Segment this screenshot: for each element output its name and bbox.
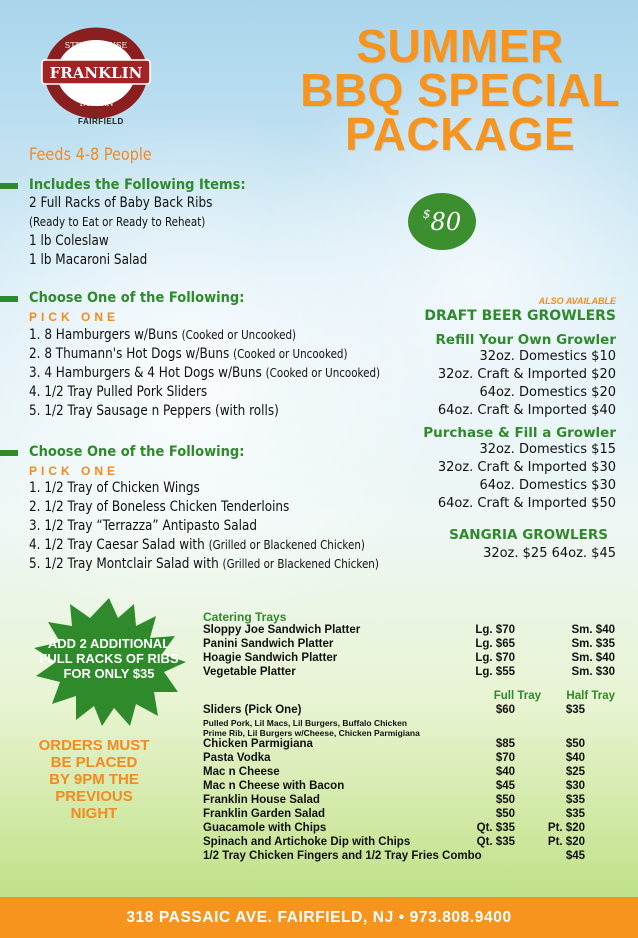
title-line-1: SUMMER xyxy=(356,20,564,72)
includes-heading: Includes the Following Items: xyxy=(29,177,246,193)
section-bullet xyxy=(0,450,18,456)
table-row: Franklin House Salad $50 $35 xyxy=(203,794,585,806)
footer-address: 318 PASSAIC AVE. FAIRFIELD, NJ • 973.808.9400 xyxy=(0,897,638,938)
logo-top-text: STEAK HOUSE xyxy=(64,41,128,50)
list-item: 3. 4 Hamburgers & 4 Hot Dogs w/Buns (Cooked or Uncooked) xyxy=(29,365,381,381)
pick-one-label: PICK ONE xyxy=(29,464,120,478)
title-line-2: BBQ SPECIAL xyxy=(300,64,620,116)
includes-section xyxy=(29,177,270,270)
logo-name: FRANKLIN xyxy=(49,64,143,82)
full-tray-header: Full Tray xyxy=(493,690,541,702)
catering-heading: Catering Trays xyxy=(203,610,287,624)
burst-line: FULL RACKS OF RIBS xyxy=(39,651,179,666)
table-row: Franklin Garden Salad $50 $35 xyxy=(203,808,585,820)
half-tray-header: Half Tray xyxy=(566,690,615,702)
choice-heading: Choose One of the Following: xyxy=(29,290,245,306)
list-item: 5. 1/2 Tray Sausage n Peppers (with rolls) xyxy=(29,403,279,419)
list-item: 2 Full Racks of Baby Back Ribs xyxy=(29,195,213,211)
list-item: 4. 1/2 Tray Pulled Pork Sliders xyxy=(29,384,208,400)
pick-one-label: PICK ONE xyxy=(29,310,120,324)
table-row: Pasta Vodka $70 $40 xyxy=(203,752,585,764)
orders-notice xyxy=(34,737,154,822)
table-row: Vegetable Platter Lg. $55 Sm. $30 xyxy=(203,666,615,678)
list-item: 3. 1/2 Tray “Terrazza” Antipasto Salad xyxy=(29,518,258,534)
list-item: 5. 1/2 Tray Montclair Salad with (Grilled or Blackened Chicken) xyxy=(29,556,379,572)
column-headers xyxy=(203,690,623,704)
list-item: 4. 1/2 Tray Caesar Salad with (Grilled or Blackened Chicken) xyxy=(29,537,365,553)
price-line: 32oz. Domestics $10 xyxy=(479,349,616,364)
sangria-heading: SANGRIA GROWLERS xyxy=(449,527,608,543)
catering-menu xyxy=(203,610,623,864)
logo-bottom-text: TAVERN xyxy=(78,99,114,108)
table-row: 1/2 Tray Chicken Fingers and 1/2 Tray Fries Combo $45 xyxy=(203,850,585,862)
price-badge xyxy=(408,193,476,250)
burst-line: FOR ONLY $35 xyxy=(63,666,155,681)
orders-line: ORDERS MUST xyxy=(38,737,150,754)
table-row: Guacamole with Chips Qt. $35 Pt. $20 xyxy=(203,822,585,834)
franklin-tavern-logo xyxy=(40,26,152,120)
fill-heading: Purchase & Fill a Growler xyxy=(423,425,616,441)
sangria-prices: 32oz. $25 64oz. $45 xyxy=(483,546,616,561)
refill-heading: Refill Your Own Growler xyxy=(435,332,616,348)
price-line: 64oz. Domestics $30 xyxy=(479,478,616,493)
growlers-section xyxy=(416,296,616,563)
burst-line: ADD 2 ADDITIONAL xyxy=(47,636,171,651)
price-line: 32oz. Craft & Imported $20 xyxy=(437,367,616,382)
price-currency: $ xyxy=(422,207,431,221)
price-line: 64oz. Domestics $20 xyxy=(479,385,616,400)
also-available-label: ALSO AVAILABLE xyxy=(538,296,616,306)
choice-section-1 xyxy=(29,290,437,421)
orders-line: BY 9PM THE xyxy=(49,771,139,788)
choice-section-2 xyxy=(29,444,436,574)
logo-location: FAIRFIELD xyxy=(78,117,124,126)
table-row: Spinach and Artichoke Dip with Chips Qt. $35 Pt. $20 xyxy=(203,836,585,848)
table-row: Sliders (Pick One) $60 $35 xyxy=(203,704,585,716)
feeds-text: Feeds 4-8 People xyxy=(29,145,152,165)
price-amount: 80 xyxy=(430,207,462,236)
table-row: Mac n Cheese $40 $25 xyxy=(203,766,585,778)
orders-line: BE PLACED xyxy=(50,754,138,771)
price-line: 32oz. Craft & Imported $30 xyxy=(437,460,616,475)
list-item: 1. 8 Hamburgers w/Buns (Cooked or Uncooked) xyxy=(29,327,297,343)
orders-line: PREVIOUS NIGHT xyxy=(55,788,133,822)
sliders-options: Prime Rib, Lil Burgers w/Cheese, Chicken Parmigiana xyxy=(203,728,420,738)
burst-text xyxy=(30,636,188,681)
page-title xyxy=(290,20,630,160)
section-bullet xyxy=(0,183,18,189)
choice-heading: Choose One of the Following: xyxy=(29,444,245,460)
table-row: Hoagie Sandwich Platter Lg. $70 Sm. $40 xyxy=(203,652,615,664)
price-line: 64oz. Craft & Imported $40 xyxy=(437,403,616,418)
title-line-3: PACKAGE xyxy=(344,108,576,160)
list-item: 1 lb Coleslaw xyxy=(29,233,109,249)
list-item: 2. 8 Thumann's Hot Dogs w/Buns (Cooked or Uncooked) xyxy=(29,346,348,362)
table-row: Mac n Cheese with Bacon $45 $30 xyxy=(203,780,585,792)
list-item: 2. 1/2 Tray of Boneless Chicken Tenderloins xyxy=(29,499,290,515)
table-row: Sloppy Joe Sandwich Platter Lg. $70 Sm. $40 xyxy=(203,624,615,636)
table-row: Panini Sandwich Platter Lg. $65 Sm. $35 xyxy=(203,638,615,650)
price-line: 32oz. Domestics $15 xyxy=(479,442,616,457)
growlers-heading: DRAFT BEER GROWLERS xyxy=(424,308,616,324)
list-item: 1. 1/2 Tray of Chicken Wings xyxy=(29,480,200,496)
list-item: 1 lb Macaroni Salad xyxy=(29,252,148,268)
sliders-options: Pulled Pork, Lil Macs, Lil Burgers, Buffalo Chicken xyxy=(203,718,408,728)
price-line: 64oz. Craft & Imported $50 xyxy=(437,496,616,511)
list-item: (Ready to Eat or Ready to Reheat) xyxy=(29,215,206,229)
section-bullet xyxy=(0,296,18,302)
table-row: Chicken Parmigiana $85 $50 xyxy=(203,738,585,750)
